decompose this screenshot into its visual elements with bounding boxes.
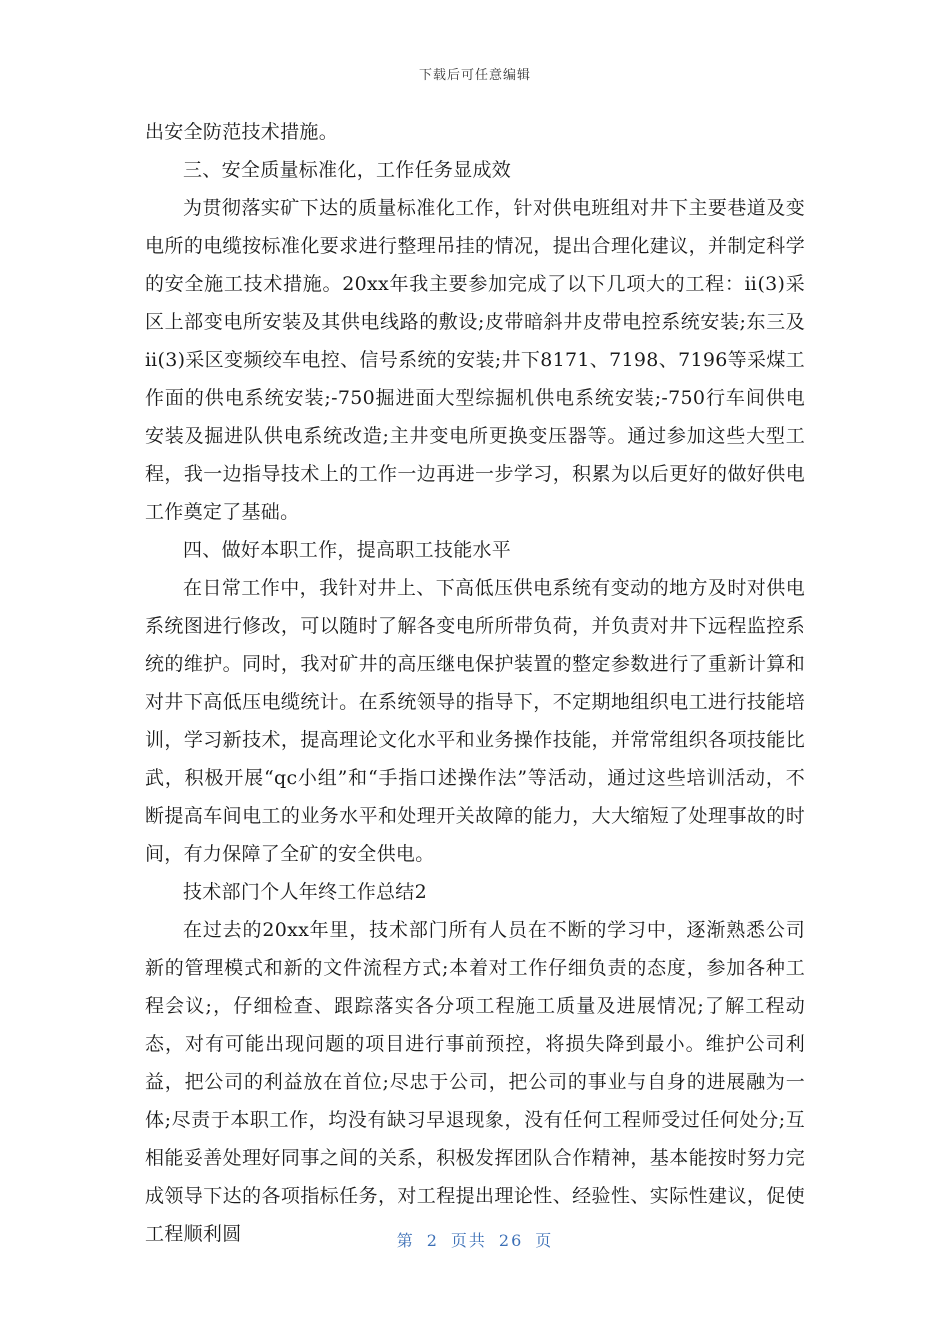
- footer-label-end: 页: [535, 1231, 554, 1250]
- footer-label-of: 页共: [450, 1231, 487, 1250]
- footer-total-pages: 26: [498, 1231, 524, 1250]
- paragraph-quality-standardization: 为贯彻落实矿下达的质量标准化工作，针对供电班组对井下主要巷道及变电所的电缆按标准化要求进行整理吊挂的情况，提出合理化建议，并制定科学的安全施工技术措施。20xx年我主要参加完成了以下几项大的工程：ⅱ(3)采区上部变电所安装及其供电线路的敷设;皮带暗斜井皮带电控系统安装;东三及ⅱ(3)采区变频绞车电控、信号系统的安装;井下8171、7198、7196等采煤工作面的供电系统安装;-750掘进面大型综掘机供电系统安装;-750行车间供电安装及掘进队供电系统改造;主井变电所更换变压器等。通过参加这些大型工程，我一边指导技术上的工作一边再进一步学习，积累为以后更好的做好供电工作奠定了基础。: [145, 197, 805, 523]
- paragraph-tech-department: 在过去的20xx年里，技术部门所有人员在不断的学习中，逐渐熟悉公司新的管理模式和新的文件流程方式;本着对工作仔细负责的态度，参加各种工程会议;，仔细检查、跟踪落实各分项工程施工质量及进展情况;了解工程动态，对有可能出现问题的项目进行事前预控，将损失降到最小。维护公司利益，把公司的利益放在首位;尽忠于公司，把公司的事业与自身的进展融为一体;尽责于本职工作，均没有缺习早退现象，没有任何工程师受过任何处分;互相能妥善处理好同事之间的关系，积极发挥团队合作精神，基本能按时努力完成领导下达的各项指标任务，对工程提出理论性、经验性、实际性建议，促使工程顺利圆: [145, 919, 805, 1245]
- section-heading-4: 四、做好本职工作，提高职工技能水平: [183, 539, 512, 561]
- page-footer: [0, 1228, 950, 1251]
- footer-label-page: 第: [396, 1231, 415, 1250]
- paragraph-daily-work: 在日常工作中，我针对井上、下高低压供电系统有变动的地方及时对供电系统图进行修改，可以随时了解各变电所所带负荷，并负责对井下远程监控系统的维护。同时，我对矿井的高压继电保护装置的整定参数进行了重新计算和对井下高低压电缆统计。在系统领导的指导下，不定期地组织电工进行技能培训，学习新技术，提高理论文化水平和业务操作技能，并常常组织各项技能比武，积极开展“qc小组”和“手指口述操作法”等活动，通过这些培训活动，不断提高车间电工的业务水平和处理开关故障的能力，大大缩短了处理事故的时间，有力保障了全矿的安全供电。: [145, 577, 805, 865]
- section-heading-3: 三、安全质量标准化，工作任务显成效: [183, 159, 512, 181]
- document-subtitle: 技术部门个人年终工作总结2: [183, 881, 427, 903]
- page-header: 下载后可任意编辑: [418, 68, 531, 83]
- paragraph-continuation: 出安全防范技术措施。: [145, 121, 339, 143]
- document-body: [145, 113, 805, 1253]
- footer-current-page: 2: [426, 1231, 439, 1250]
